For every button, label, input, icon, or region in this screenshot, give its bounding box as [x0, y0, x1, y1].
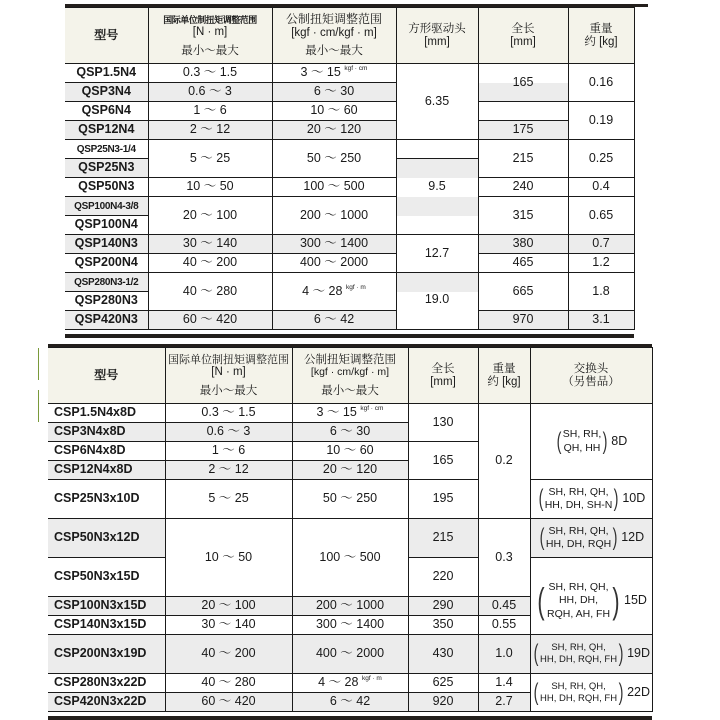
length-cell: 240 [478, 178, 568, 197]
si-cell: 20 ～ 100 [165, 597, 292, 616]
spacer [634, 102, 648, 121]
table2-header-row [48, 348, 652, 404]
model-cell: CSP3N4x8D [48, 423, 165, 442]
si-cell: 60 ～ 420 [148, 311, 272, 330]
length-cell: 290 [408, 597, 478, 616]
table-row [65, 83, 648, 102]
table1-header-row [65, 8, 648, 64]
spacer [634, 159, 648, 178]
header-length: 全长 [mm] [478, 8, 568, 64]
header-metric-range: 公制扭矩调整范围 [kgf · cm/kgf · m] 最小～最大 [292, 348, 408, 404]
table-row [65, 235, 648, 254]
square-drive-cell: 19.0 [396, 292, 478, 330]
model-cell: CSP12N4x8D [48, 461, 165, 480]
table-row [48, 404, 652, 423]
length-cell: 380 [478, 235, 568, 254]
metric-cell: 400 ～ 2000 [292, 635, 408, 674]
si-cell: 40 ～ 280 [148, 273, 272, 311]
si-cell: 40 ～ 200 [165, 635, 292, 674]
model-cell: CSP100N3x15D [48, 597, 165, 616]
si-cell: 10 ～ 50 [148, 178, 272, 197]
model-cell: CSP25N3x10D [48, 480, 165, 519]
si-cell: 20 ～ 100 [148, 197, 272, 235]
square-drive-cell [396, 159, 478, 178]
metric-cell: 300 ～ 1400 [272, 235, 396, 254]
spacer [634, 216, 648, 235]
header-si-range: 国际单位制扭矩调整范围 [N · m] 最小～最大 [165, 348, 292, 404]
weight-cell: 0.19 [568, 102, 634, 140]
square-drive-cell: 6.35 [396, 64, 478, 140]
square-drive-cell [396, 216, 478, 235]
table-row [48, 674, 652, 693]
square-drive-cell [396, 273, 478, 292]
table-row [65, 311, 648, 330]
weight-cell: 0.3 [478, 519, 530, 597]
model-cell: QSP140N3 [65, 235, 148, 254]
length-cell: 430 [408, 635, 478, 674]
si-cell: 40 ～ 280 [165, 674, 292, 693]
header-square-drive: 方形驱动头 [mm] [396, 8, 478, 64]
si-cell: 60 ～ 420 [165, 693, 292, 712]
si-cell: 1 ～ 6 [165, 442, 292, 461]
model-cell: QSP3N4 [65, 83, 148, 102]
head-cell [530, 635, 652, 674]
header-weight: 重量 约 [kg] [478, 348, 530, 404]
table-row [48, 480, 652, 519]
length-cell [478, 102, 568, 121]
weight-cell: 3.1 [568, 311, 634, 330]
header-weight: 重量 约 [kg] [568, 8, 634, 64]
spacer [634, 292, 648, 311]
si-cell: 1 ～ 6 [148, 102, 272, 121]
si-cell: 2 ～ 12 [148, 121, 272, 140]
spacer [634, 311, 648, 330]
metric-cell: 50 ～ 250 [272, 140, 396, 178]
metric-cell: 20 ～ 120 [272, 121, 396, 140]
metric-cell: 400 ～ 2000 [272, 254, 396, 273]
weight-cell: 0.16 [568, 64, 634, 102]
model-cell: QSP100N4-3/8 [65, 197, 148, 216]
weight-cell: 2.7 [478, 693, 530, 712]
model-cell: QSP280N3-1/2 [65, 273, 148, 292]
weight-cell: 0.4 [568, 178, 634, 197]
metric-cell: 3 ～ 15 $^{kgf \cdot cm}$ [292, 404, 408, 423]
model-cell: CSP200N3x19D [48, 635, 165, 674]
head-bracket: ( SH, RH, QH, HH, DH, RQH, FH ) 22D [533, 678, 650, 706]
square-drive-cell [396, 140, 478, 159]
spacer [634, 197, 648, 216]
table-row [65, 178, 648, 197]
head-cell [530, 674, 652, 712]
model-cell: CSP420N3x22D [48, 693, 165, 712]
weight-cell: 0.25 [568, 140, 634, 178]
spacer [634, 8, 648, 64]
header-head: 交换头 （另售品） [530, 348, 652, 404]
square-drive-cell [396, 197, 478, 216]
spacer [634, 235, 648, 254]
model-cell: QSP12N4 [65, 121, 148, 140]
weight-cell: 1.2 [568, 254, 634, 273]
table-row [65, 273, 648, 292]
length-cell: 665 [478, 273, 568, 311]
table-row [65, 140, 648, 159]
side-mark [38, 348, 39, 380]
si-cell: 0.6 ～ 3 [165, 423, 292, 442]
length-cell: 175 [478, 121, 568, 140]
weight-cell: 0.55 [478, 616, 530, 635]
length-cell: 315 [478, 197, 568, 235]
head-bracket: ( SH, RH, QH, HH, DH, RQH, AH, FH ) 15D [537, 580, 647, 621]
table-row [48, 635, 652, 674]
model-cell: QSP280N3 [65, 292, 148, 311]
si-cell: 30 ～ 140 [148, 235, 272, 254]
head-bracket: ( SH, RH, QH, HH, DH, RQH, FH ) 19D [533, 640, 650, 667]
length-cell: 165 [478, 83, 568, 102]
weight-cell: 1.8 [568, 273, 634, 311]
table-row [65, 64, 648, 83]
square-drive-cell: 12.7 [396, 235, 478, 273]
si-cell: 10 ～ 50 [165, 519, 292, 597]
header-length: 全长 [mm] [408, 348, 478, 404]
side-mark [38, 390, 39, 422]
metric-cell: 50 ～ 250 [292, 480, 408, 519]
model-cell: QSP200N4 [65, 254, 148, 273]
spacer [634, 178, 648, 197]
si-cell: 2 ～ 12 [165, 461, 292, 480]
si-cell: 0.3 ～ 1.5 [165, 404, 292, 423]
spacer [634, 140, 648, 159]
model-cell: QSP1.5N4 [65, 64, 148, 83]
metric-cell: 4 ～ 28 $^{kgf \cdot m}$ [292, 674, 408, 693]
header-si-range: 国际单位制扭矩调整范围 [N · m] 最小～最大 [148, 8, 272, 64]
metric-cell: 300 ～ 1400 [292, 616, 408, 635]
table-row [65, 121, 648, 140]
metric-cell: 6 ～ 42 [292, 693, 408, 712]
spacer [634, 64, 648, 83]
square-drive-cell: 9.5 [396, 178, 478, 197]
metric-cell: 100 ～ 500 [272, 178, 396, 197]
metric-cell: 4 ～ 28 $^{kgf \cdot m}$ [272, 273, 396, 311]
header-model: 型号 [48, 348, 165, 404]
spacer [634, 83, 648, 102]
qsp-spec-table [65, 7, 648, 330]
model-cell: CSP1.5N4x8D [48, 404, 165, 423]
length-cell: 220 [408, 558, 478, 597]
length-cell: 215 [408, 519, 478, 558]
si-cell: 0.6 ～ 3 [148, 83, 272, 102]
si-cell: 30 ～ 140 [165, 616, 292, 635]
weight-cell: 1.4 [478, 674, 530, 693]
table1-bottom-rule [65, 334, 634, 338]
model-cell: QSP50N3 [65, 178, 148, 197]
metric-cell: 100 ～ 500 [292, 519, 408, 597]
table-row [65, 254, 648, 273]
model-cell: QSP420N3 [65, 311, 148, 330]
model-cell: QSP6N4 [65, 102, 148, 121]
si-cell: 40 ～ 200 [148, 254, 272, 273]
length-cell: 465 [478, 254, 568, 273]
model-cell: CSP50N3x12D [48, 519, 165, 558]
model-cell: QSP100N4 [65, 216, 148, 235]
table2-bottom-rule [48, 716, 652, 720]
table-row [48, 519, 652, 558]
table-row [65, 197, 648, 216]
spacer [634, 273, 648, 292]
weight-cell: 1.0 [478, 635, 530, 674]
weight-cell: 0.7 [568, 235, 634, 254]
model-cell: CSP280N3x22D [48, 674, 165, 693]
model-cell: QSP25N3 [65, 159, 148, 178]
weight-cell: 0.65 [568, 197, 634, 235]
metric-cell: 10 ～ 60 [292, 442, 408, 461]
head-cell [530, 558, 652, 635]
header-metric-range: 公制扭矩调整范围 [kgf · cm/kgf · m] 最小～最大 [272, 8, 396, 64]
table-row [65, 102, 648, 121]
model-cell: CSP50N3x15D [48, 558, 165, 597]
length-cell: 130 [408, 404, 478, 442]
weight-cell: 0.2 [478, 404, 530, 519]
spacer [634, 254, 648, 273]
metric-cell: 200 ～ 1000 [292, 597, 408, 616]
si-cell: 5 ～ 25 [165, 480, 292, 519]
model-cell: CSP140N3x15D [48, 616, 165, 635]
header-model: 型号 [65, 8, 148, 64]
head-bracket: ( SH, RH, QH, HH, DH, SH-N ) 10D [538, 485, 646, 512]
metric-cell: 200 ～ 1000 [272, 197, 396, 235]
csp-spec-table [48, 347, 653, 712]
model-cell: QSP25N3-1/4 [65, 140, 148, 159]
metric-cell: 10 ～ 60 [272, 102, 396, 121]
metric-cell: 6 ～ 42 [272, 311, 396, 330]
si-cell: 5 ～ 25 [148, 140, 272, 178]
model-cell: CSP6N4x8D [48, 442, 165, 461]
metric-cell: 6 ～ 30 [272, 83, 396, 102]
metric-cell: 20 ～ 120 [292, 461, 408, 480]
head-bracket: ( SH, RH, QH, HH ) 8D [556, 427, 628, 455]
head-cell [530, 404, 652, 480]
length-cell: 195 [408, 480, 478, 519]
head-bracket: ( SH, RH, QH, HH, DH, RQH ) 12D [539, 524, 645, 551]
length-cell: 920 [408, 693, 478, 712]
metric-cell: 6 ～ 30 [292, 423, 408, 442]
length-cell: 970 [478, 311, 568, 330]
metric-cell: 3 ～ 15 $^{kgf \cdot cm}$ [272, 64, 396, 83]
si-cell: 0.3 ～ 1.5 [148, 64, 272, 83]
weight-cell: 0.45 [478, 597, 530, 616]
head-cell [530, 480, 652, 519]
length-cell: 625 [408, 674, 478, 693]
length-cell: 215 [478, 140, 568, 178]
head-cell [530, 519, 652, 558]
length-cell: 350 [408, 616, 478, 635]
spacer [634, 121, 648, 140]
length-cell: 165 [408, 442, 478, 480]
